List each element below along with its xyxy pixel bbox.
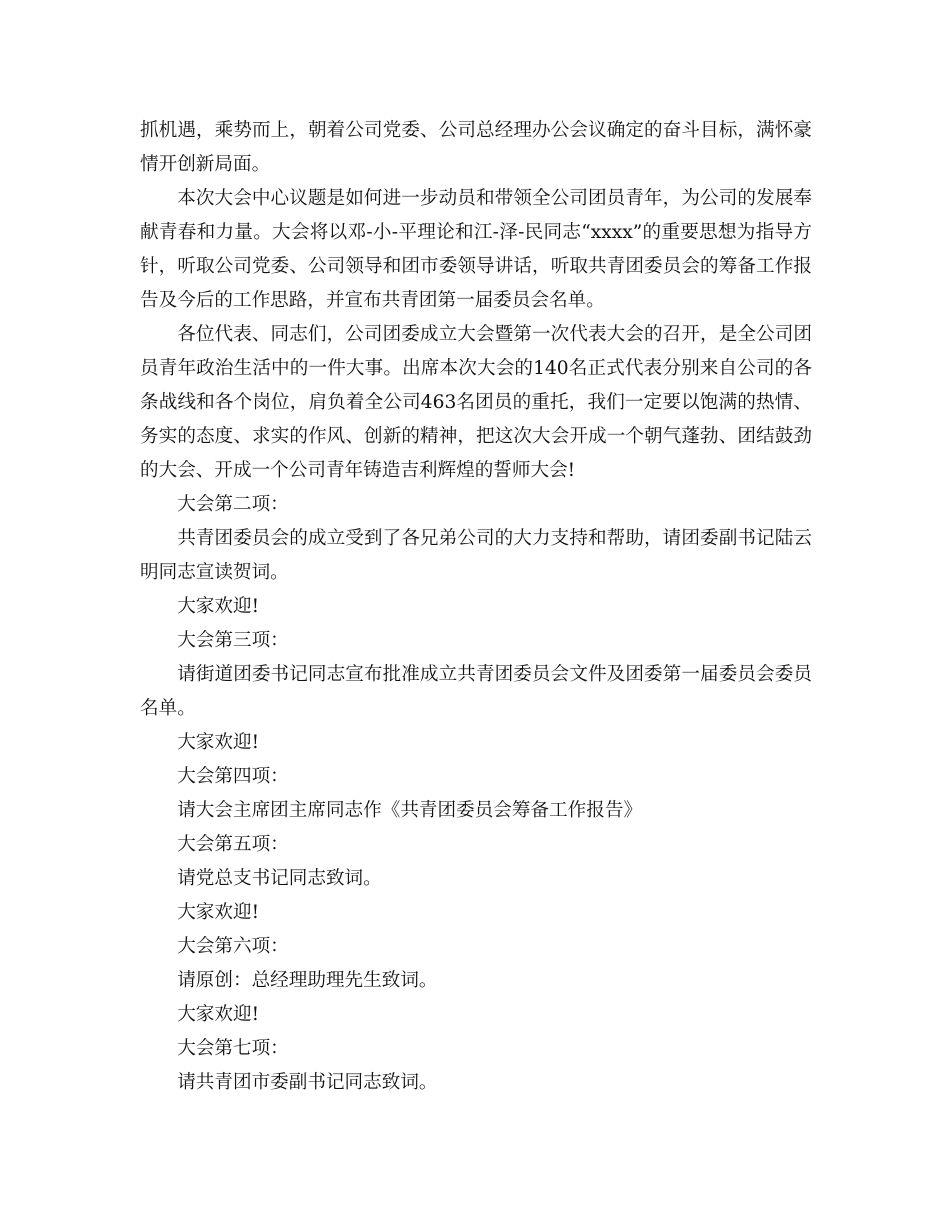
welcome-line: 大家欢迎!	[177, 902, 260, 923]
welcome-line: 大家欢迎!	[177, 596, 260, 617]
agenda-item-7-text: 请共青团市委副书记同志致词。	[177, 1072, 438, 1093]
agenda-item-4-text: 请大会主席团主席同志作《共青团委员会筹备工作报告》	[177, 800, 643, 821]
agenda-item-6-text: 请原创：总经理助理先生致词。	[177, 970, 438, 991]
agenda-item-2-text: 共青团委员会的成立受到了各兄弟公司的大力支持和帮助，请团委副书记陆云明同志宣读贺词。	[140, 528, 812, 583]
agenda-item-3-text: 请街道团委书记同志宣布批准成立共青团委员会文件及团委第一届委员会委员名单。	[140, 664, 812, 719]
agenda-item-7-heading: 大会第七项：	[177, 1038, 289, 1059]
agenda-item-2-heading: 大会第二项：	[177, 494, 289, 515]
welcome-line: 大家欢迎!	[177, 732, 260, 753]
paragraph-agenda-topic: 本次大会中心议题是如何进一步动员和带领全公司团员青年，为公司的发展奉献青春和力量。大会将以邓-小-平理论和江-泽-民同志“xxxx”的重要思想为指导方针，听取公司党委、公司领导和团市委领导讲话，听取共青团委员会的筹备工作报告及今后的工作思路，并宣布共青团第一届委员会名单。	[140, 188, 812, 311]
paragraph-significance: 各位代表、同志们，公司团委成立大会暨第一次代表大会的召开，是全公司团员青年政治生活中的一件大事。出席本次大会的140名正式代表分别来自公司的各条战线和各个岗位，肩负着全公司463名团员的重托，我们一定要以饱满的热情、务实的态度、求实的作风、创新的精神，把这次大会开成一个朝气蓬勃、团结鼓劲的大会、开成一个公司青年铸造吉利辉煌的誓师大会!	[140, 324, 812, 481]
paragraph-continuation: 抓机遇，乘势而上，朝着公司党委、公司总经理办公会议确定的奋斗目标，满怀豪情开创新局面。	[140, 120, 812, 175]
agenda-item-4-heading: 大会第四项：	[177, 766, 289, 787]
agenda-item-5-text: 请党总支书记同志致词。	[177, 868, 382, 889]
agenda-item-6-heading: 大会第六项：	[177, 936, 289, 957]
welcome-line: 大家欢迎!	[177, 1004, 260, 1025]
agenda-item-3-heading: 大会第三项：	[177, 630, 289, 651]
agenda-item-5-heading: 大会第五项：	[177, 834, 289, 855]
document-body	[140, 114, 812, 1100]
